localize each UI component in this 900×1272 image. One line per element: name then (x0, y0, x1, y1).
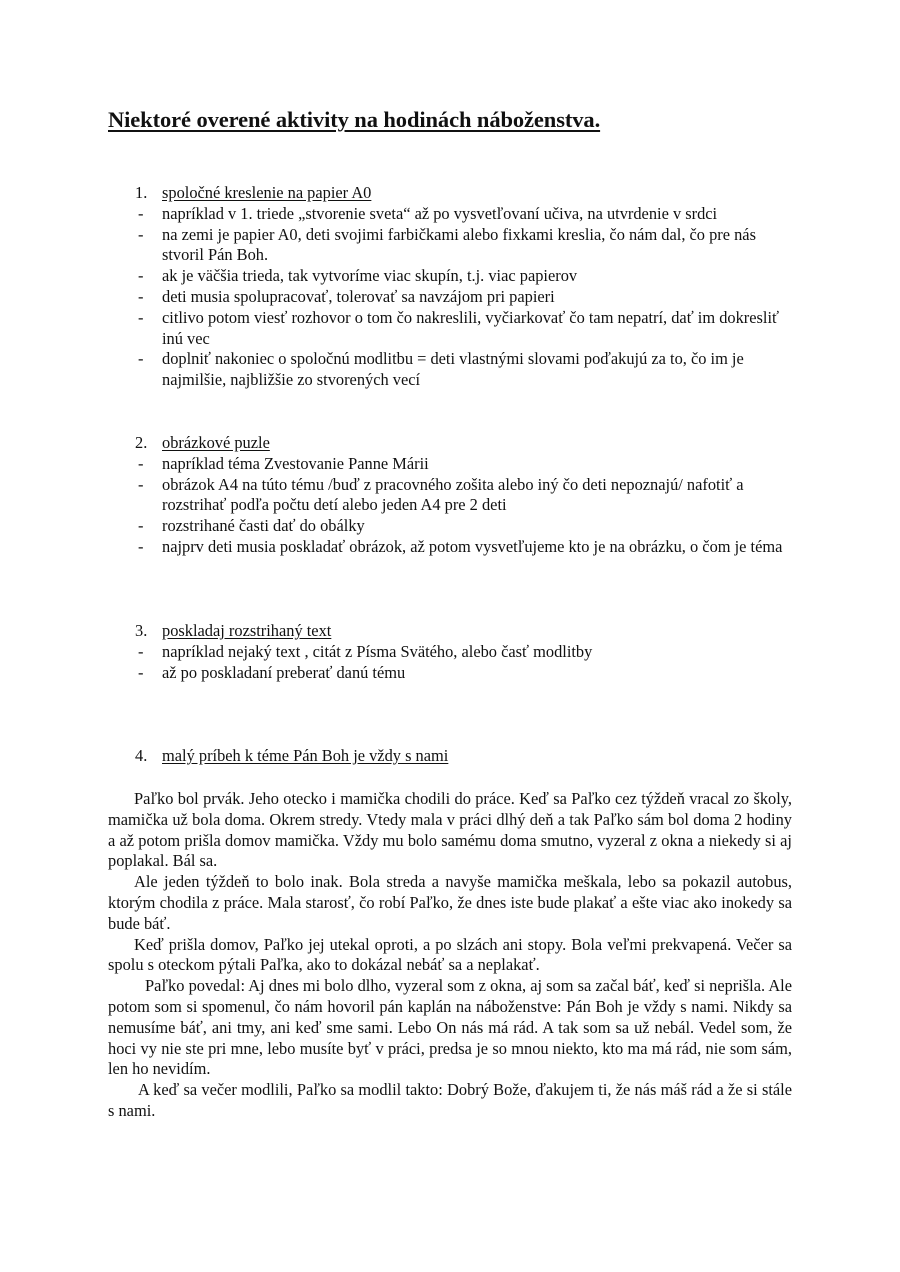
section-heading (108, 183, 798, 204)
list-item: - citlivo potom viesť rozhovor o tom čo nakreslili, vyčiarkovať čo tam nepatrí, dať im dokresliť inú vec (138, 307, 780, 348)
section-heading (108, 621, 798, 642)
list-item: - rozstrihané časti dať do obálky (138, 516, 365, 536)
list-item: - napríklad nejaký text , citát z Písma Svätého, alebo časť modlitby (138, 641, 593, 661)
section-number: 1. (135, 183, 148, 202)
section-heading-text: poskladaj rozstrihaný text (162, 621, 332, 640)
bullet-list (108, 454, 798, 558)
list-item: - na zemi je papier A0, deti svojimi farbičkami alebo fixkami kreslia, čo nám dal, čo pre nás stvoril Pán Boh. (138, 224, 756, 265)
list-item: - najprv deti musia poskladať obrázok, až potom vysvetľujeme kto je na obrázku, o čom je téma (138, 536, 783, 556)
list-item: - napríklad téma Zvestovanie Panne Márii (138, 453, 429, 473)
section-number: 2. (135, 433, 148, 452)
list-item: - deti musia spolupracovať, tolerovať sa navzájom pri papieri (138, 286, 555, 306)
section-heading (108, 746, 798, 767)
story-paragraph: Ale jeden týždeň to bolo inak. Bola streda a navyše mamička meškala, lebo sa pokazil autobus, ktorým chodila z práce. Mala starosť, čo robí Paľko, že dnes iste bude plakať a ešte viac ako inokedy sa bude báť. (108, 872, 792, 933)
section-heading-text: spoločné kreslenie na papier A0 (162, 183, 372, 202)
list-item: - doplniť nakoniec o spoločnú modlitbu = deti vlastnými slovami poďakujú za to, čo im je najmilšie, najbližšie zo stvorených vecí (138, 349, 744, 390)
list-item: - ak je väčšia trieda, tak vytvoríme viac skupín, t.j. viac papierov (138, 266, 578, 286)
story-paragraph: Paľko bol prvák. Jeho otecko i mamička chodili do práce. Keď sa Paľko cez týždeň vracal zo školy, mamička už bola doma. Okrem stredy. Vtedy mala v práci dlhý deň a tak Paľko sám bol doma 2 hodiny a až potom prišla domov mamička. Vždy mu bolo samému doma smutno, vyzeral z okna a niekedy si aj poplakal. Bál sa. (108, 789, 792, 871)
list-item: - obrázok A4 na túto tému /buď z pracovného zošita alebo iný čo deti nepoznajú/ nafotiť a rozstrihať podľa počtu detí alebo jeden A4 pre 2 deti (138, 474, 744, 515)
section-number: 4. (135, 746, 148, 765)
list-item: - až po poskladaní preberať danú tému (138, 662, 406, 682)
section-heading-text: malý príbeh k téme Pán Boh je vždy s nami (162, 746, 449, 765)
activity-section-1 (108, 183, 798, 391)
list-item: - napríklad v 1. triede „stvorenie sveta“ až po vysvetľovaní učiva, na utvrdenie v srdci (138, 203, 718, 223)
story-text (108, 789, 792, 1122)
section-heading-text: obrázkové puzle (162, 433, 270, 452)
activity-section-2 (108, 433, 798, 558)
document-title: Niektoré overené aktivity na hodinách náboženstva. (108, 107, 601, 132)
story-paragraph: Paľko povedal: Aj dnes mi bolo dlho, vyzeral som z okna, aj som sa začal báť, keď si neprišla. Ale potom som si spomenul, čo nám hovoril pán kaplán na náboženstve: Pán Boh je vždy s nami. Nikdy sa nemusíme báť, ani tmy, ani keď sme sami. Lebo On nás má rád. A tak som sa už nebál. Vedel som, že hoci vy nie ste pri mne, lebo musíte byť v práci, predsa je so mnou niekto, kto ma má rád, nie som sám, len ho nevidím. (108, 976, 792, 1079)
section-heading (108, 433, 798, 454)
activity-section-3 (108, 621, 798, 683)
story-paragraph: Keď prišla domov, Paľko jej utekal oproti, a po slzách ani stopy. Bola veľmi prekvapená. Večer sa spolu s oteckom pýtali Paľka, ako to dokázal nebáť sa a neplakať. (108, 934, 792, 975)
bullet-list (108, 642, 798, 684)
bullet-list (108, 204, 798, 391)
section-number: 3. (135, 621, 148, 640)
activity-section-4 (108, 746, 798, 767)
story-paragraph: A keď sa večer modlili, Paľko sa modlil takto: Dobrý Bože, ďakujem ti, že nás máš rád a že si stále s nami. (108, 1080, 792, 1120)
